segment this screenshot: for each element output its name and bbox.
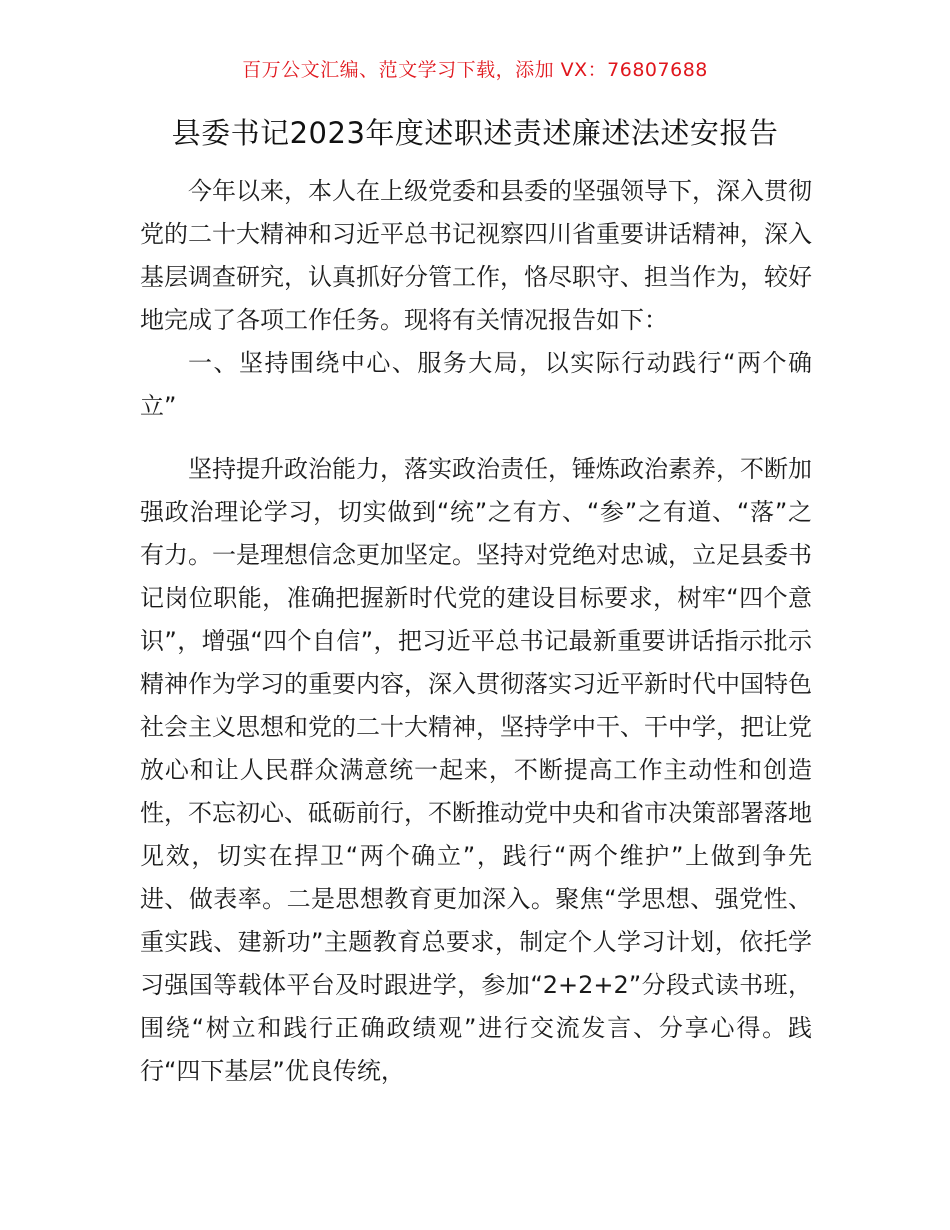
header-banner: 百万公文汇编、范文学习下载，添加 VX：76807688 [242,59,708,81]
paragraph-section-1-body: 坚持提升政治能力，落实政治责任，锤炼政治素养，不断加强政治理论学习，切实做到“统”之有方、“参”之有道、“落”之有力。一是理想信念更加坚定。坚持对党绝对忠诚，立足县委书记岗位职能，准确把握新时代党的建设目标要求，树牢“四个意识”，增强“四个自信”，把习近平总书记最新重要讲话指示批示精神作为学习的重要内容，深入贯彻落实习近平新时代中国特色社会主义思想和党的二十大精神，坚持学中干、干中学，把让党放心和让人民群众满意统一起来，不断提高工作主动性和创造性，不忘初心、砥砺前行，不断推动党中央和省市决策部署落地见效，切实在捍卫“两个确立”，践行“两个维护”上做到争先进、做表率。二是思想教育更加深入。聚焦“学思想、强党性、重实践、建新功”主题教育总要求，制定个人学习计划，依托学习强国等载体平台及时跟进学，参加“2+2+2”分段式读书班，围绕“树立和践行正确政绩观”进行交流发言、分享心得。践行“四下基层”优良传统， [140,455,812,1085]
document-title: 县委书记2023年度述职述责述廉述法述安报告 [171,116,779,150]
paragraph-intro: 今年以来，本人在上级党委和县委的坚强领导下，深入贯彻党的二十大精神和习近平总书记视察四川省重要讲话精神，深入基层调查研究，认真抓好分管工作，恪尽职守、担当作为，较好地完成了各项工作任务。现将有关情况报告如下： [140,177,812,334]
section-heading-1: 一、坚持围绕中心、服务大局，以实际行动践行“两个确立” [140,349,812,420]
document-body [140,170,812,1093]
